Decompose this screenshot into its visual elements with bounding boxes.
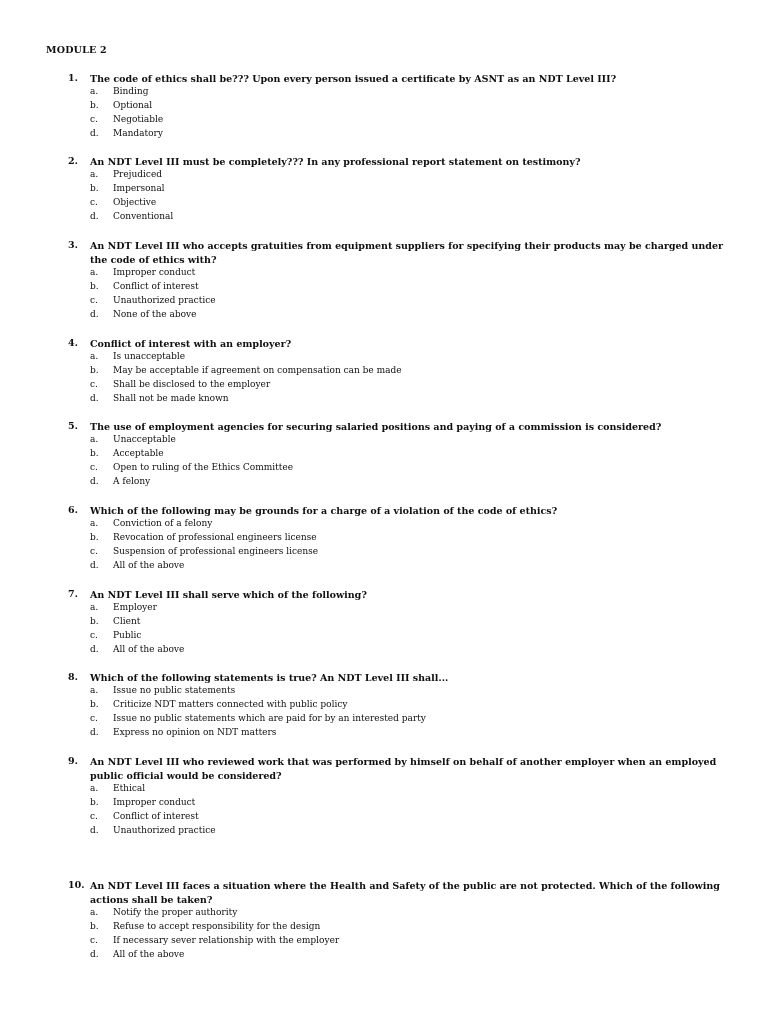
question-number: 6. xyxy=(68,505,78,516)
option-text: Binding xyxy=(113,87,149,97)
option-text: All of the above xyxy=(113,645,185,655)
option-text: Conviction of a felony xyxy=(113,519,213,529)
question-text: An NDT Level III who reviewed work that was performed by himself on behalf of another employer when an employed public official would be considered? xyxy=(90,757,717,782)
option-letter: c. xyxy=(90,547,98,557)
option-text: Express no opinion on NDT matters xyxy=(113,728,277,738)
question-number: 7. xyxy=(68,589,78,600)
option-letter: c. xyxy=(90,115,98,125)
option-letter: a. xyxy=(90,686,99,696)
option-letter: c. xyxy=(90,714,98,724)
option-letter: a. xyxy=(90,87,99,97)
option-text: Impersonal xyxy=(113,184,165,194)
option-letter: d. xyxy=(90,394,99,404)
option-letter: b. xyxy=(90,700,99,710)
option-text: Objective xyxy=(113,198,157,208)
option-text: Conventional xyxy=(113,212,174,222)
option-text: Ethical xyxy=(113,784,146,794)
option-letter: b. xyxy=(90,922,99,932)
question-number: 2. xyxy=(68,156,78,167)
option-letter: a. xyxy=(90,170,99,180)
option-text: Public xyxy=(113,631,142,641)
option-text: Issue no public statements which are paid for by an interested party xyxy=(113,714,426,724)
option-letter: b. xyxy=(90,449,99,459)
module-title: MODULE 2 xyxy=(46,45,107,56)
question-number: 10. xyxy=(68,880,85,891)
option-letter: a. xyxy=(90,603,99,613)
option-letter: d. xyxy=(90,950,99,960)
option-letter: a. xyxy=(90,352,99,362)
option-text: Is unacceptable xyxy=(113,352,186,362)
question-text: An NDT Level III who accepts gratuities from equipment suppliers for specifying their products may be charged under the code of ethics with? xyxy=(90,241,723,266)
option-letter: a. xyxy=(90,435,99,445)
option-letter: d. xyxy=(90,477,99,487)
option-letter: a. xyxy=(90,908,99,918)
option-text: Client xyxy=(113,617,141,627)
option-letter: d. xyxy=(90,129,99,139)
option-text: Conflict of interest xyxy=(113,282,199,292)
option-text: None of the above xyxy=(113,310,197,320)
option-letter: c. xyxy=(90,380,98,390)
question-number: 5. xyxy=(68,421,78,432)
question-text: An NDT Level III shall serve which of the following? xyxy=(90,590,367,601)
question-text: An NDT Level III must be completely??? In any professional report statement on testimony? xyxy=(90,157,581,168)
question-number: 8. xyxy=(68,672,78,683)
option-text: All of the above xyxy=(113,950,185,960)
option-letter: c. xyxy=(90,812,98,822)
option-text: Conflict of interest xyxy=(113,812,199,822)
option-text: Employer xyxy=(113,603,157,613)
question-number: 4. xyxy=(68,338,78,349)
option-letter: c. xyxy=(90,296,98,306)
option-text: All of the above xyxy=(113,561,185,571)
option-letter: b. xyxy=(90,533,99,543)
option-text: A felony xyxy=(113,477,151,487)
option-letter: d. xyxy=(90,561,99,571)
option-text: Issue no public statements xyxy=(113,686,236,696)
option-letter: d. xyxy=(90,310,99,320)
option-text: Unauthorized practice xyxy=(113,296,216,306)
option-text: Criticize NDT matters connected with public policy xyxy=(113,700,348,710)
option-text: Revocation of professional engineers license xyxy=(113,533,317,543)
option-letter: b. xyxy=(90,366,99,376)
option-text: Unauthorized practice xyxy=(113,826,216,836)
question-number: 3. xyxy=(68,240,78,251)
question-number: 1. xyxy=(68,73,78,84)
option-letter: a. xyxy=(90,519,99,529)
option-text: Suspension of professional engineers license xyxy=(113,547,319,557)
option-text: Unacceptable xyxy=(113,435,176,445)
option-letter: b. xyxy=(90,184,99,194)
option-letter: d. xyxy=(90,212,99,222)
option-text: Notify the proper authority xyxy=(113,908,238,918)
option-text: Negotiable xyxy=(113,115,164,125)
option-text: May be acceptable if agreement on compensation can be made xyxy=(113,366,402,376)
option-text: If necessary sever relationship with the employer xyxy=(113,936,340,946)
option-letter: d. xyxy=(90,728,99,738)
question-text: The use of employment agencies for securing salaried positions and paying of a commission is considered? xyxy=(90,422,662,433)
option-letter: a. xyxy=(90,784,99,794)
option-letter: b. xyxy=(90,617,99,627)
option-letter: b. xyxy=(90,798,99,808)
option-text: Open to ruling of the Ethics Committee xyxy=(113,463,294,473)
option-text: Acceptable xyxy=(113,449,164,459)
option-text: Improper conduct xyxy=(113,798,196,808)
option-text: Refuse to accept responsibility for the design xyxy=(113,922,321,932)
option-text: Mandatory xyxy=(113,129,163,139)
option-text: Shall not be made known xyxy=(113,394,229,404)
question-text: Which of the following may be grounds for a charge of a violation of the code of ethics? xyxy=(90,506,558,517)
question-text: An NDT Level III faces a situation where the Health and Safety of the public are not protected. Which of the following actions shall be taken? xyxy=(90,881,720,906)
option-letter: c. xyxy=(90,198,98,208)
option-text: Improper conduct xyxy=(113,268,196,278)
option-text: Prejudiced xyxy=(113,170,163,180)
option-letter: b. xyxy=(90,101,99,111)
question-text: The code of ethics shall be??? Upon every person issued a certificate by ASNT as an NDT Level III? xyxy=(90,74,617,85)
question-text: Conflict of interest with an employer? xyxy=(90,339,292,350)
question-number: 9. xyxy=(68,756,78,767)
option-letter: a. xyxy=(90,268,99,278)
option-letter: c. xyxy=(90,936,98,946)
option-letter: b. xyxy=(90,282,99,292)
option-letter: d. xyxy=(90,826,99,836)
question-text: Which of the following statements is true? An NDT Level III shall... xyxy=(90,673,449,684)
option-text: Optional xyxy=(113,101,153,111)
option-letter: c. xyxy=(90,463,98,473)
option-text: Shall be disclosed to the employer xyxy=(113,380,271,390)
option-letter: c. xyxy=(90,631,98,641)
option-letter: d. xyxy=(90,645,99,655)
